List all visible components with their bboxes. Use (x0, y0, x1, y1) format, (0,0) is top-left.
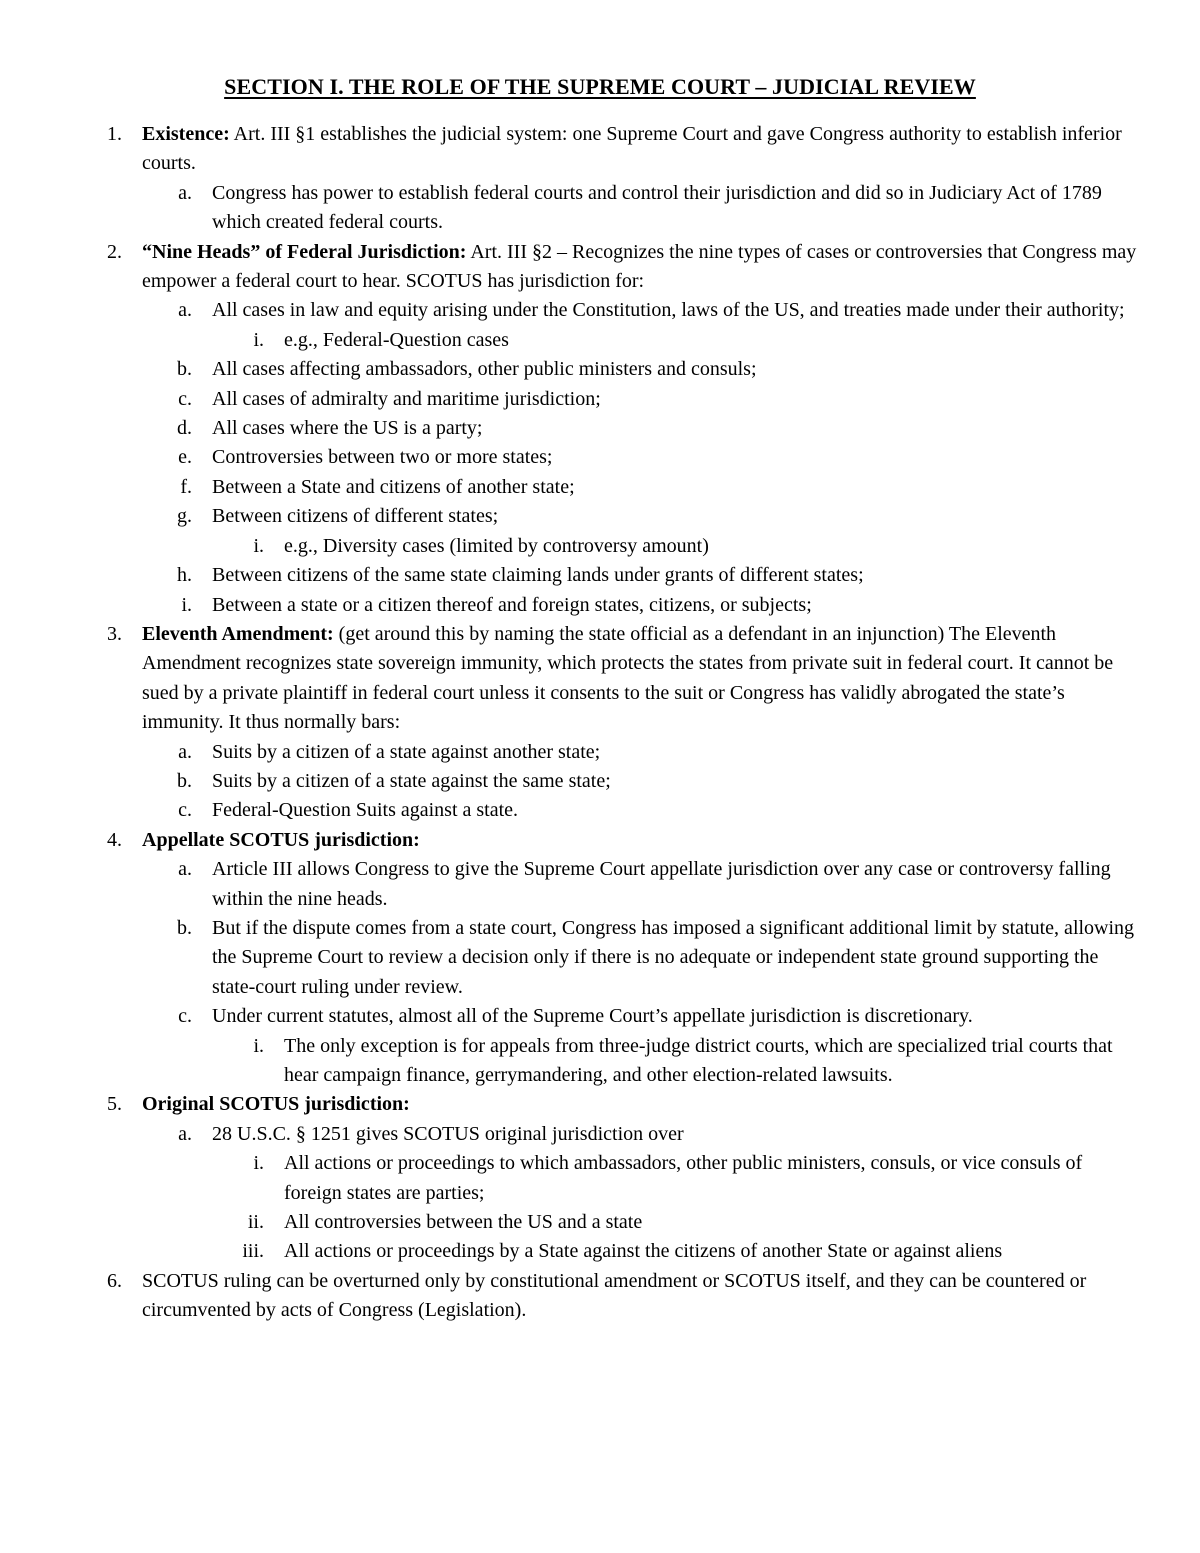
item-letter: b. (177, 769, 192, 792)
outline-item-3 (0, 620, 1200, 738)
item-letter: h. (177, 564, 192, 587)
item-number: 2. (107, 240, 122, 263)
outline-item-3b (0, 767, 1200, 796)
outline-item-1a (0, 179, 1200, 238)
outline-item-3a (0, 738, 1200, 767)
outline-item-2i (0, 591, 1200, 620)
item-heading: Existence: (142, 123, 230, 145)
item-text: Suits by a citizen of a state against another state; (212, 740, 601, 763)
item-heading: Appellate SCOTUS jurisdiction: (142, 828, 420, 851)
outline-item-2b (0, 355, 1200, 384)
item-text: All cases in law and equity arising under the Constitution, laws of the US, and treaties made under their authority; (212, 299, 1125, 322)
item-heading: “Nine Heads” of Federal Jurisdiction: (142, 240, 467, 263)
item-letter: a. (178, 740, 192, 763)
item-text: e.g., Diversity cases (limited by controversy amount) (284, 534, 709, 557)
item-text: All actions or proceedings by a State against the citizens of another State or against aliens (284, 1240, 1003, 1263)
outline-item-4c (0, 1002, 1200, 1031)
item-number: 4. (107, 828, 122, 851)
item-roman: i. (253, 1034, 264, 1057)
outline-item-2 (0, 238, 1200, 297)
item-number: 6. (107, 1269, 122, 1292)
item-roman: i. (253, 328, 264, 351)
outline-item-2a (0, 296, 1200, 325)
item-text: Between a state or a citizen thereof and foreign states, citizens, or subjects; (212, 593, 812, 616)
item-letter: b. (177, 916, 192, 939)
item-roman: iii. (242, 1240, 264, 1263)
outline-item-2f (0, 473, 1200, 502)
outline-item-5a (0, 1120, 1200, 1149)
item-letter: e. (178, 446, 192, 469)
item-number: 1. (107, 123, 122, 145)
item-text: Controversies between two or more states; (212, 446, 553, 469)
item-letter: c. (178, 387, 192, 410)
item-letter: c. (178, 1005, 192, 1028)
item-text: But if the dispute comes from a state court, Congress has imposed a significant additional limit by statute, allowing the Supreme Court to review a decision only if there is no adequate or independent state ground supporting the state-court ruling under review. (212, 916, 1135, 998)
outline-item-5a-iii (0, 1237, 1200, 1266)
item-text: Between a State and citizens of another state; (212, 475, 575, 498)
outline-item-1 (0, 120, 1200, 179)
outline-item-4b (0, 914, 1200, 1002)
item-text: Art. III §1 establishes the judicial system: one Supreme Court and gave Congress authority to establish inferior courts. (142, 123, 1122, 175)
item-text: All cases of admiralty and maritime jurisdiction; (212, 387, 601, 410)
item-letter: g. (177, 505, 192, 528)
outline-item-2h (0, 561, 1200, 590)
item-letter: a. (178, 299, 192, 322)
item-letter: a. (178, 1122, 192, 1145)
item-text: SCOTUS ruling can be overturned only by constitutional amendment or SCOTUS itself, and they can be countered or circumvented by acts of Congress (Legislation). (142, 1269, 1087, 1322)
item-text: Federal-Question Suits against a state. (212, 799, 519, 822)
item-text: All actions or proceedings to which ambassadors, other public ministers, consuls, or vice consuls of foreign states are parties; (284, 1152, 1083, 1204)
item-text: All cases affecting ambassadors, other public ministers and consuls; (212, 358, 757, 381)
outline-item-4c-i (0, 1032, 1200, 1091)
outline-item-4 (0, 826, 1200, 855)
item-letter: i. (181, 593, 192, 616)
item-letter: d. (177, 417, 192, 440)
outline-item-3c (0, 796, 1200, 825)
item-text: All cases where the US is a party; (212, 417, 483, 440)
item-letter: a. (178, 181, 192, 204)
item-number: 5. (107, 1093, 122, 1116)
item-letter: f. (180, 475, 192, 498)
outline-item-2g-i (0, 532, 1200, 561)
outline-item-2a-i (0, 326, 1200, 355)
item-text: e.g., Federal-Question cases (284, 328, 509, 351)
item-heading: Eleventh Amendment: (142, 622, 334, 645)
item-text: Art. III §2 – Recognizes the nine types of cases or controversies that Congress may empower a federal court to hear. SCOTUS has jurisdiction for: (142, 240, 1137, 293)
item-letter: c. (178, 799, 192, 822)
outline-item-4a (0, 855, 1200, 914)
item-text: All controversies between the US and a state (284, 1211, 643, 1234)
item-text: Under current statutes, almost all of the Supreme Court’s appellate jurisdiction is discretionary. (212, 1005, 973, 1028)
item-text: Suits by a citizen of a state against the same state; (212, 769, 611, 792)
outline-item-2d (0, 414, 1200, 443)
item-text: Between citizens of the same state claiming lands under grants of different states; (212, 564, 864, 587)
item-text: 28 U.S.C. § 1251 gives SCOTUS original jurisdiction over (212, 1122, 684, 1145)
outline-item-2c (0, 385, 1200, 414)
outline-item-2g (0, 502, 1200, 531)
item-text: The only exception is for appeals from three-judge district courts, which are specialized trial courts that hear campaign finance, gerrymandering, and other election-related lawsuits. (284, 1034, 1113, 1086)
outline-item-5 (0, 1090, 1200, 1119)
item-text: Between citizens of different states; (212, 505, 499, 528)
item-letter: b. (177, 358, 192, 381)
outline-item-5a-i (0, 1149, 1200, 1208)
item-text: (get around this by naming the state official as a defendant in an injunction) The Eleventh Amendment recognizes state sovereign immunity, which protects the states from private suit in federal court. It cannot be sued by a private plaintiff in federal court unless it consents to the suit or Congress has validly abrogated the state’s immunity. It thus normally bars: (142, 622, 1114, 734)
item-text: Congress has power to establish federal courts and control their jurisdiction and did so in Judiciary Act of 1789 which created federal courts. (212, 181, 1102, 234)
outline-list (0, 120, 1200, 1326)
item-number: 3. (107, 622, 122, 645)
item-heading: Original SCOTUS jurisdiction: (142, 1093, 410, 1116)
item-text: Article III allows Congress to give the Supreme Court appellate jurisdiction over any case or controversy falling within the nine heads. (212, 858, 1111, 910)
item-roman: i. (253, 534, 264, 557)
outline-item-2e (0, 443, 1200, 472)
section-title: SECTION I. THE ROLE OF THE SUPREME COURT – JUDICIAL REVIEW (224, 74, 976, 99)
item-roman: i. (253, 1152, 264, 1175)
outline-item-6 (0, 1267, 1200, 1326)
item-letter: a. (178, 858, 192, 881)
item-roman: ii. (247, 1211, 264, 1234)
outline-item-5a-ii (0, 1208, 1200, 1237)
